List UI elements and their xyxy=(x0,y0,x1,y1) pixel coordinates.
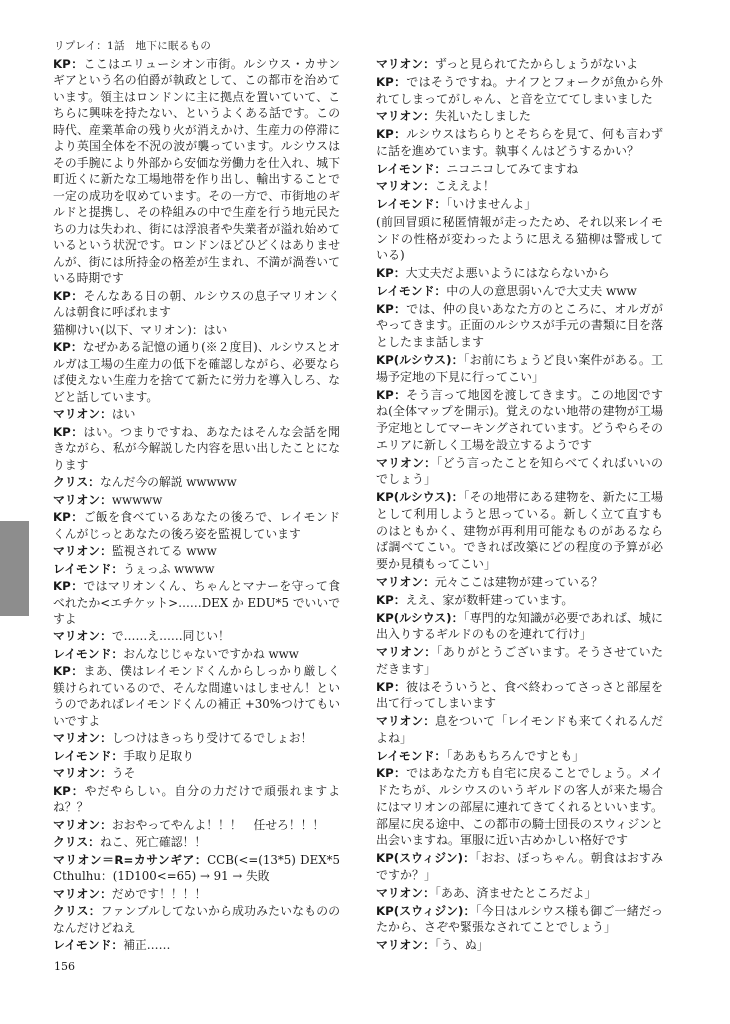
speaker-name: レイモンド： xyxy=(53,748,124,763)
speaker-name: マリオン： xyxy=(53,731,112,746)
dialogue-line xyxy=(53,56,340,287)
dialogue-text: なぜかある記憶の通り(※２度目)、ルシウスとオルガは工場の生産力の低下を確認しながら、必要ならば使えない生産力を捨てて新たに労力を導入しろ、などと話しています。 xyxy=(53,340,340,404)
dialogue-line xyxy=(53,474,340,490)
dialogue-line xyxy=(376,108,663,125)
speaker-name: マリオン： xyxy=(376,714,436,729)
dialogue-line xyxy=(53,288,340,321)
dialogue-text: ここはエリューシオン市街。ルシウス・カサンギアという名の伯爵が執政として、この都市を治めています。領主はロンドンに主に拠点を置いていて、こちらに興味を持たない、というよくある話です。この時代、産業革命の残り火が消えかけ、生産力の停滞により英国全体を不況の波が襲っています。ルシウスはその手腕により外部から安価な労働力を仕入れ、城下町近くに新たな工場地帯を作り出し、輸出することで一定の成功を収めています。その一方で、市街地のギルドと提携し、その枠組みの中で生産を行う地元民たちの力は失われ、街には浮浪者や失業者が溢れ始めているという状況です。ロンドンほどひどくはありませんが、街には所持金の格差が生まれ、不満が渦巻いている時期です xyxy=(53,57,340,286)
dialogue-line xyxy=(376,352,663,386)
dialogue-line xyxy=(376,56,663,73)
dialogue-line xyxy=(53,903,340,936)
dialogue-text: だめです！！！！ xyxy=(111,886,207,901)
dialogue-line xyxy=(376,937,663,954)
dialogue-text: ではマリオンくん、ちゃんとマナーを守って食べれたか<エチケット>……DEX か EDU*5 でいいですよ xyxy=(53,579,341,626)
dialogue-line xyxy=(53,937,340,953)
dialogue-text: まあ、僕はレイモンドくんからしっかり厳しく躾けられているので、そんな間違いはしません！というのであればレイモンドくんの補正 +30%つけてもいいですよ xyxy=(53,664,341,728)
dialogue-text: ルシウスはちらりとそちらを見て、何も言わずに話を進めています。執事くんはどうするかい？ xyxy=(376,127,663,158)
dialogue-line xyxy=(53,646,340,662)
speaker-name: マリオン： xyxy=(53,629,112,644)
dialogue-line xyxy=(376,283,663,300)
dialogue-line xyxy=(376,903,663,937)
dialogue-text: 大丈夫だよ悪いようにはならないから xyxy=(405,266,610,281)
dialogue-line xyxy=(376,489,663,573)
speaker-name: KP： xyxy=(376,679,407,694)
dialogue-line xyxy=(53,628,340,644)
dialogue-line xyxy=(376,265,663,282)
speaker-name: KP(ルシウス)： xyxy=(376,610,464,625)
speaker-name: クリス： xyxy=(53,475,100,490)
dialogue-text: うそ xyxy=(111,766,136,781)
dialogue-line xyxy=(376,679,663,713)
dialogue-text: 息をついて「レイモンドも来てくれるんだよね」 xyxy=(376,714,663,745)
dialogue-line xyxy=(53,834,340,850)
dialogue-text: 元々ここは建物が建っている？ xyxy=(434,574,603,589)
speaker-name: KP： xyxy=(376,387,407,402)
speaker-name: マリオン： xyxy=(53,407,112,422)
speaker-name: マリオン： xyxy=(376,885,435,900)
speaker-name: マリオン： xyxy=(376,109,435,124)
dialogue-text: はい xyxy=(111,407,136,422)
dialogue-line xyxy=(53,663,340,729)
dialogue-text: 手取り足取り xyxy=(123,748,194,763)
dialogue-text: (前回冒頭に秘匿情報が走ったため、それ以来レイモンドの性格が変わったように思える猫柳は警戒している) xyxy=(376,214,663,263)
speaker-name: KP： xyxy=(53,288,84,303)
dialogue-text: ご飯を食べているあなたの後ろで、レイモンドくんがじっとあなたの後ろ姿を監視しています xyxy=(53,510,340,541)
speaker-name: KP： xyxy=(376,592,406,607)
dialogue-text: そう言って地図を渡してきます。この地図ですね(全体マップを開示)。覚えのない地帯の建物が工場予定地としてマーキングされています。どうやらそのエリアに新しく工場を設立するようです xyxy=(376,387,663,452)
dialogue-line xyxy=(376,850,663,884)
speaker-name: マリオン： xyxy=(376,57,435,71)
speaker-name: マリオン： xyxy=(376,455,437,470)
dialogue-text: 「専門的な知識が必要であれば、城に出入りするギルドのものを連れて行け」 xyxy=(376,610,663,642)
dialogue-line xyxy=(53,543,340,559)
dialogue-text: 補正…… xyxy=(123,938,171,953)
dialogue-line xyxy=(53,406,340,422)
dialogue-line xyxy=(376,196,663,213)
dialogue-line xyxy=(376,178,663,195)
running-header: リプレイ：1話 地下に眠るもの xyxy=(54,40,212,52)
dialogue-text: おんなじじゃないですかね www xyxy=(123,646,299,661)
dialogue-line xyxy=(53,578,340,627)
dialogue-text: 中の人の意思弱いんで大丈夫 www xyxy=(446,283,637,298)
speaker-name: レイモンド： xyxy=(53,561,124,576)
dialogue-text: ではそうですね。ナイフとフォークが魚から外れてしまってがしゃん、と音を立ててしまいました xyxy=(376,74,664,106)
dialogue-line xyxy=(376,644,663,678)
speaker-name: KP： xyxy=(376,301,407,316)
dialogue-line xyxy=(53,852,340,885)
dialogue-line xyxy=(376,574,663,591)
speaker-name: KP(スウィジン)： xyxy=(376,851,476,866)
dialogue-text: 彼はそういうと、食べ終わってさっさと部屋を出て行ってしまいます xyxy=(376,679,663,711)
right-column xyxy=(376,56,663,955)
dialogue-text: 「おお、ぼっちゃん。朝食はおすみですか？」 xyxy=(376,851,663,882)
dialogue-text: こええよ！ xyxy=(434,179,495,194)
dialogue-line xyxy=(53,561,340,577)
dialogue-line xyxy=(53,783,340,816)
dialogue-text: ファンブルしてないから成功みたいなもののなんだけどねえ xyxy=(53,904,341,935)
speaker-name: KP(ルシウス)： xyxy=(376,353,464,368)
dialogue-line xyxy=(53,424,340,473)
speaker-name: レイモンド： xyxy=(376,283,447,298)
speaker-name: マリオン： xyxy=(53,544,112,559)
dialogue-line xyxy=(376,885,663,902)
dialogue-line xyxy=(376,765,663,849)
speaker-name: レイモンド： xyxy=(376,197,447,212)
dialogue-line xyxy=(53,339,340,405)
dialogue-text: 「いけませんよ」 xyxy=(446,197,537,212)
dialogue-text: ニコニコしてみてますね xyxy=(446,161,579,176)
dialogue-line xyxy=(53,817,340,833)
dialogue-text: 「ああ、済ませたところだよ」 xyxy=(434,885,597,900)
dialogue-line xyxy=(376,126,663,160)
dialogue-line xyxy=(376,610,663,644)
dialogue-line xyxy=(376,161,663,178)
dialogue-line xyxy=(53,748,340,764)
dialogue-text: おおやってやんよ！！！ 任せろ！！！ xyxy=(111,817,325,832)
dialogue-text: ではあなた方も自宅に戻ることでしょう。メイドたちが、ルシウスのいうギルドの客人が来た場合にはマリオンの部屋に連れてきてくれるといいます。部屋に戻る途中、この都市の騎士団長のスウィジンと出会いますね。軍服に近い古めかしい格好です xyxy=(376,766,663,848)
speaker-name: KP(スウィジン)： xyxy=(376,903,476,918)
dialogue-text: で……え……同じい！ xyxy=(111,629,230,644)
speaker-name: KP： xyxy=(53,579,84,594)
dialogue-text: 失礼いたしました xyxy=(434,109,531,124)
dialogue-line xyxy=(376,748,663,765)
speaker-name: クリス： xyxy=(53,904,101,919)
speaker-name: KP： xyxy=(53,783,85,798)
dialogue-text: 「お前にちょうど良い案件がある。工場予定地の下見に行ってこい」 xyxy=(376,353,663,384)
speaker-name: KP： xyxy=(376,127,407,142)
dialogue-text: 「ありがとうございます。そうさせていただきます」 xyxy=(376,645,663,676)
dialogue-text: なんだ今の解説 wwwww xyxy=(99,475,237,490)
dialogue-text: ええ、家が数軒建っています。 xyxy=(405,592,574,607)
dialogue-text: CCB(<=(13*5) DEX*5 Cthulhu：(1D100<=65) → 91 → 失敗 xyxy=(53,852,341,884)
speaker-name: マリオン： xyxy=(53,817,112,832)
speaker-name: レイモンド： xyxy=(53,938,124,953)
dialogue-text: 「今日はルシウス様も御ご一緒だったから、さぞや緊張なされてことでしょう」 xyxy=(376,903,663,935)
speaker-name: マリオン＝R=カサンギア： xyxy=(53,852,208,867)
dialogue-text: 「ああもちろんですとも」 xyxy=(446,748,585,763)
speaker-name: KP： xyxy=(53,57,84,71)
dialogue-line xyxy=(53,765,340,781)
dialogue-line xyxy=(53,886,340,902)
dialogue-text: はい。つまりですね、あなたはそんな会話を聞きながら、私が今解説した内容を思い出したことになります xyxy=(53,424,340,472)
speaker-name: マリオン： xyxy=(376,645,437,660)
dialogue-line xyxy=(53,322,340,338)
speaker-name: マリオン： xyxy=(376,938,435,953)
dialogue-text: ねこ、死亡確認！！ xyxy=(99,835,207,850)
speaker-name: マリオン： xyxy=(53,766,112,781)
dialogue-text: 監視されてる www xyxy=(111,544,217,559)
page-number: 156 xyxy=(54,960,75,973)
dialogue-text: 「どう言ったことを知らべてくればいいのでしょう」 xyxy=(376,455,663,487)
speaker-name: KP： xyxy=(53,664,84,679)
dialogue-text: 「その地帯にある建物を、新たに工場として利用しようと思っている。新しく立て直すものはともかく、建物が再利用可能なものがあるならば調べてこい。できれば改築にどの程度の予算が必要か見積もってこい」 xyxy=(376,490,663,572)
speaker-name: マリオン： xyxy=(53,492,112,507)
dialogue-line xyxy=(376,387,663,454)
dialogue-line xyxy=(376,74,663,108)
speaker-name: KP： xyxy=(376,74,407,89)
dialogue-text: では、仲の良いあなた方のところに、オルガがやってきます。正面のルシウスが手元の書類に目を落としたまま話します xyxy=(376,301,663,350)
speaker-name: レイモンド： xyxy=(376,161,447,176)
dialogue-line xyxy=(53,730,340,746)
left-column xyxy=(53,56,340,955)
dialogue-line xyxy=(376,713,663,747)
dialogue-text: うぇっふ wwww xyxy=(123,561,215,576)
dialogue-line xyxy=(376,455,663,489)
speaker-name: KP： xyxy=(53,340,83,355)
speaker-name: KP： xyxy=(376,766,407,781)
dialogue-text: そんなある日の朝、ルシウスの息子マリオンくんは朝食に呼ばれます xyxy=(53,288,340,320)
dialogue-text: wwwww xyxy=(111,492,163,507)
speaker-name: KP(ルシウス)： xyxy=(376,490,464,505)
dialogue-line xyxy=(53,509,340,542)
speaker-name: クリス： xyxy=(53,835,100,850)
dialogue-text: ずっと見られてたからしょうがないよ xyxy=(434,57,639,71)
speaker-name: マリオン： xyxy=(376,179,435,194)
dialogue-line xyxy=(376,301,663,351)
speaker-name: マリオン： xyxy=(53,886,112,901)
speaker-name: KP： xyxy=(376,266,406,281)
dialogue-text: 「う、ぬ」 xyxy=(434,938,489,953)
dialogue-text: 猫柳けい(以下、マリオン)：はい xyxy=(53,322,228,337)
speaker-name: マリオン： xyxy=(376,574,435,589)
speaker-name: KP： xyxy=(53,510,84,525)
speaker-name: レイモンド： xyxy=(376,748,447,763)
chapter-tab xyxy=(0,521,29,616)
speaker-name: レイモンド： xyxy=(53,646,124,661)
dialogue-line xyxy=(53,492,340,508)
dialogue-text: やだやらしい。自分の力だけで頑張れますよね？？ xyxy=(53,783,340,815)
speaker-name: KP： xyxy=(53,424,84,439)
dialogue-line xyxy=(376,214,663,264)
dialogue-line xyxy=(376,592,663,609)
dialogue-text: しつけはきっちり受けてるでしょお！ xyxy=(111,731,313,746)
